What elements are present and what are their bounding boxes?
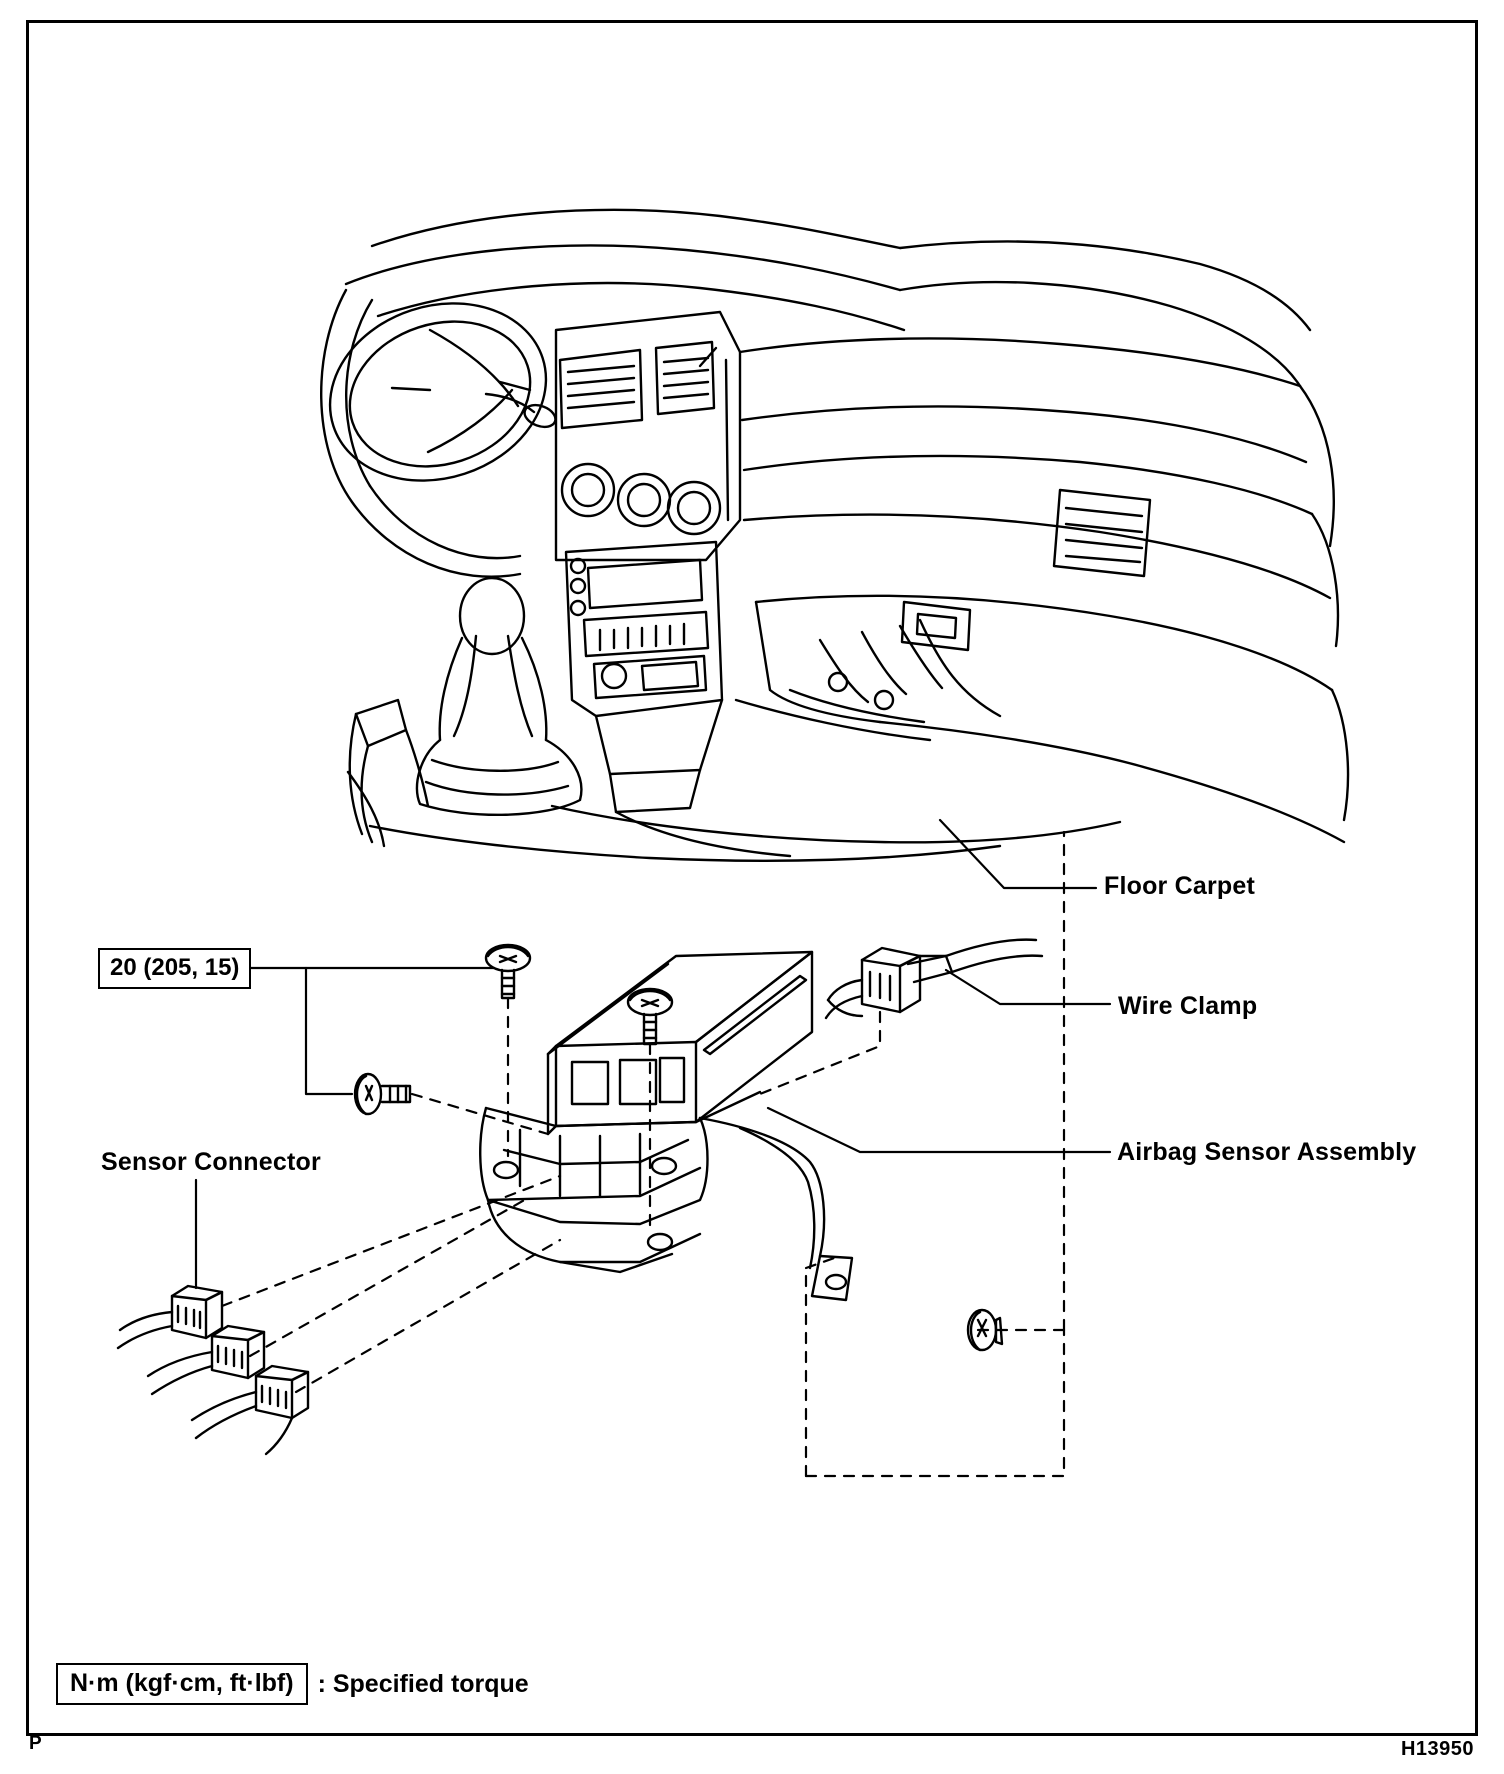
figure-code: H13950 (1400, 1738, 1474, 1760)
bolt-icons (355, 945, 1002, 1350)
airbag-sensor-assembly-illustration (480, 952, 852, 1300)
label-airbag-sensor-assembly: Airbag Sensor Assembly (1117, 1138, 1417, 1166)
label-sensor-connector: Sensor Connector (101, 1148, 321, 1176)
assembly-guide-lines (222, 832, 1064, 1476)
dashboard-illustration (307, 210, 1348, 861)
torque-callout: 20 (205, 15) (98, 948, 251, 989)
label-floor-carpet: Floor Carpet (1104, 872, 1256, 900)
corner-mark: P (29, 1733, 42, 1754)
label-wire-clamp: Wire Clamp (1118, 992, 1258, 1020)
legend-meaning: : Specified torque (317, 1669, 529, 1698)
wire-clamp-illustration (826, 940, 1042, 1018)
sensor-connector-illustration (118, 1286, 308, 1454)
legend (56, 1663, 529, 1705)
legend-units: N·m (kgf·cm, ft·lbf) (56, 1663, 308, 1705)
